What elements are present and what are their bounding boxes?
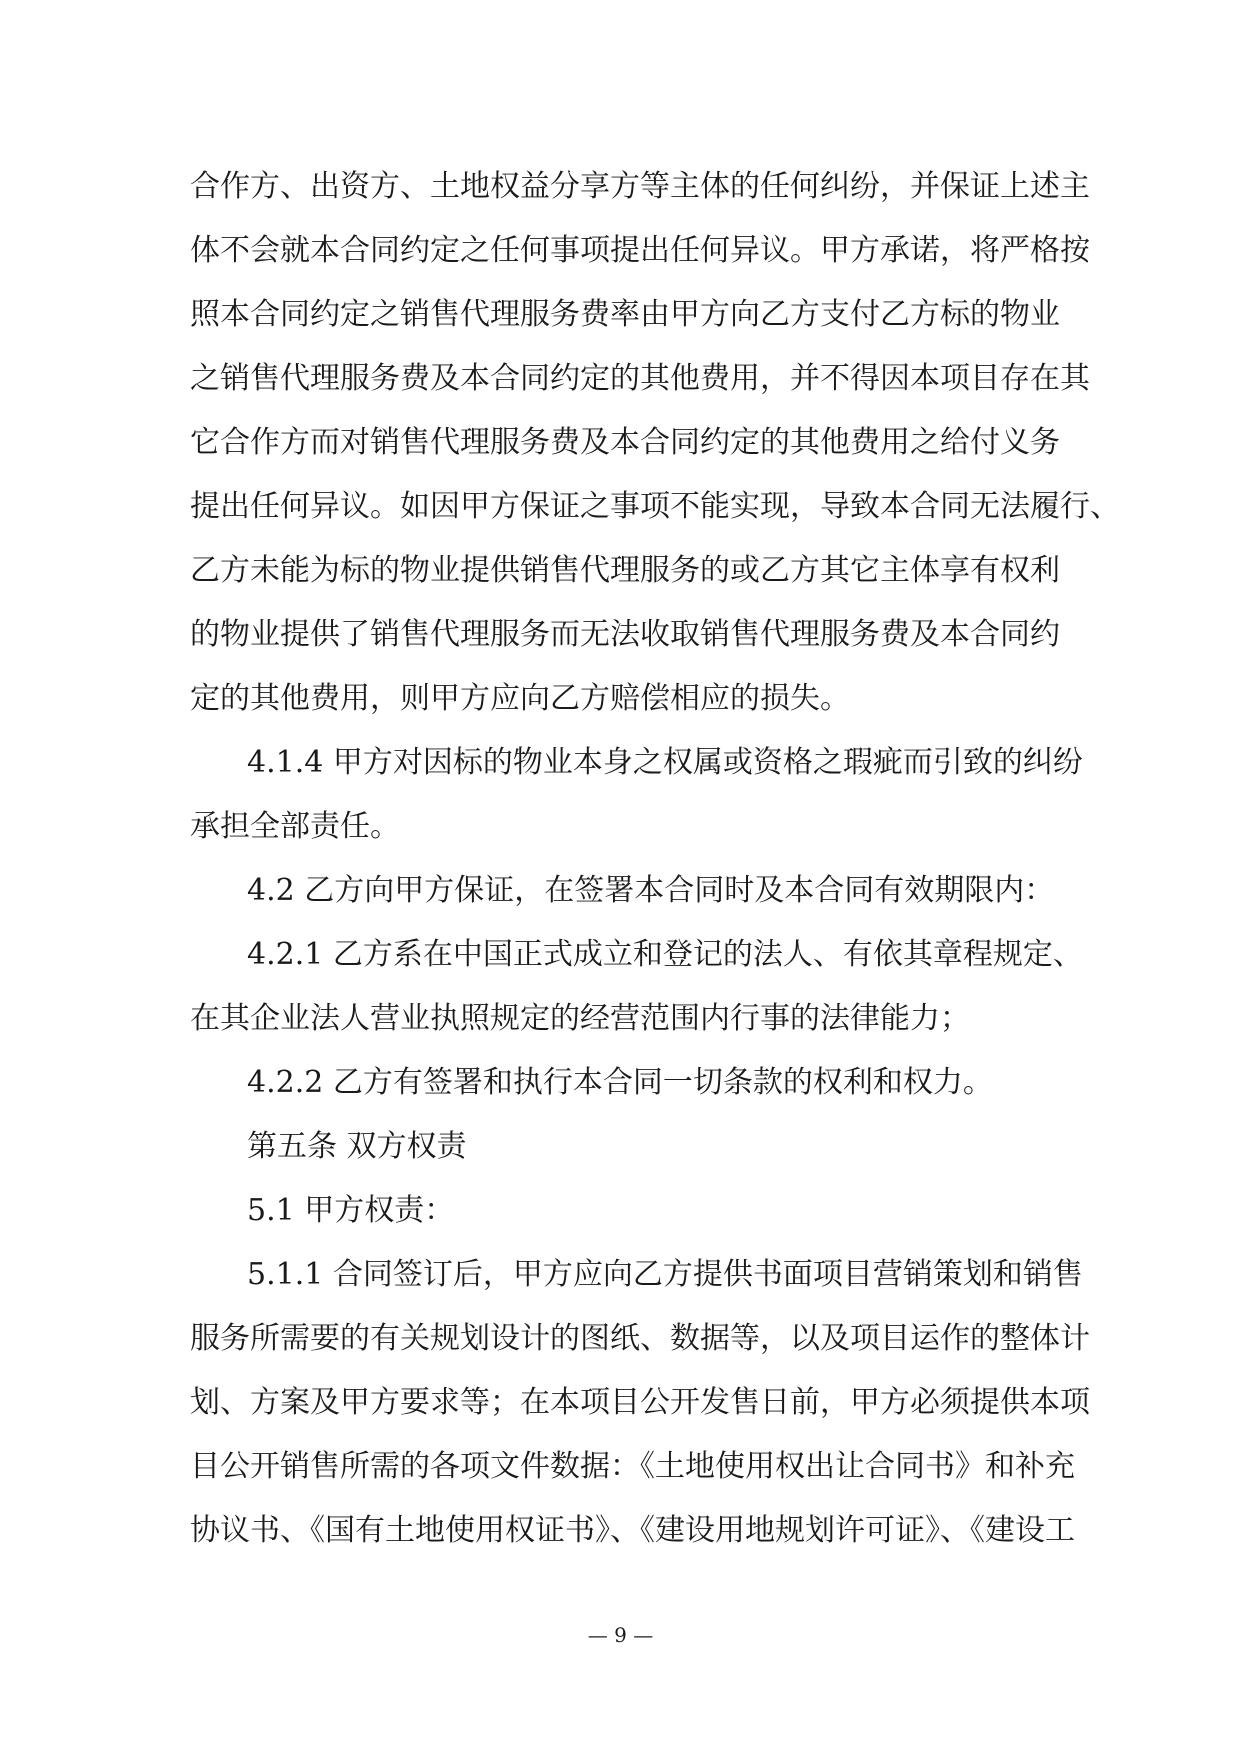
- clause-5-1: 5.1 甲方权责：: [247, 1193, 455, 1228]
- text-line: 目公开销售所需的各项文件数据：《土地使用权出让合同书》和补充: [190, 1449, 1075, 1484]
- text-line: 在其企业法人营业执照规定的经营范围内行事的法律能力；: [190, 1001, 970, 1036]
- text-line: 的物业提供了销售代理服务而无法收取销售代理服务费及本合同约: [190, 617, 1060, 652]
- text-line: 提出任何异议。如因甲方保证之事项不能实现，导致本合同无法履行、: [190, 489, 1120, 524]
- text-line: 体不会就本合同约定之任何事项提出任何异议。甲方承诺，将严格按: [190, 233, 1090, 268]
- article-5-heading: 第五条 双方权责: [247, 1129, 467, 1164]
- text-line: 协议书、《国有土地使用权证书》、《建设用地规划许可证》、《建设工: [190, 1513, 1075, 1548]
- text-line: 服务所需要的有关规划设计的图纸、数据等，以及项目运作的整体计: [190, 1321, 1090, 1356]
- text-line: 划、方案及甲方要求等；在本项目公开发售日前，甲方必须提供本项: [190, 1385, 1090, 1420]
- text-line: 照本合同约定之销售代理服务费率由甲方向乙方支付乙方标的物业: [190, 297, 1060, 332]
- clause-4-2-1: 4.2.1 乙方系在中国正式成立和登记的法人、有依其章程规定、: [247, 937, 1083, 972]
- clause-5-1-1: 5.1.1 合同签订后，甲方应向乙方提供书面项目营销策划和销售: [247, 1257, 1083, 1292]
- contract-body-text: [190, 155, 1120, 1563]
- page-number: — 9 —: [587, 1623, 654, 1647]
- text-line: 承担全部责任。: [190, 809, 400, 844]
- clause-4-2-2: 4.2.2 乙方有签署和执行本合同一切条款的权利和权力。: [247, 1065, 993, 1100]
- text-line: 乙方未能为标的物业提供销售代理服务的或乙方其它主体享有权利: [190, 553, 1060, 588]
- clause-4-1-4: 4.1.4 甲方对因标的物业本身之权属或资格之瑕疵而引致的纠纷: [247, 745, 1083, 780]
- clause-4-2: 4.2 乙方向甲方保证，在签署本合同时及本合同有效期限内：: [247, 873, 1055, 908]
- text-line: 它合作方而对销售代理服务费及本合同约定的其他费用之给付义务: [190, 425, 1060, 460]
- text-line: 之销售代理服务费及本合同约定的其他费用，并不得因本项目存在其: [190, 361, 1090, 396]
- text-line: 合作方、出资方、土地权益分享方等主体的任何纠纷，并保证上述主: [190, 169, 1090, 204]
- text-line: 定的其他费用，则甲方应向乙方赔偿相应的损失。: [190, 681, 850, 716]
